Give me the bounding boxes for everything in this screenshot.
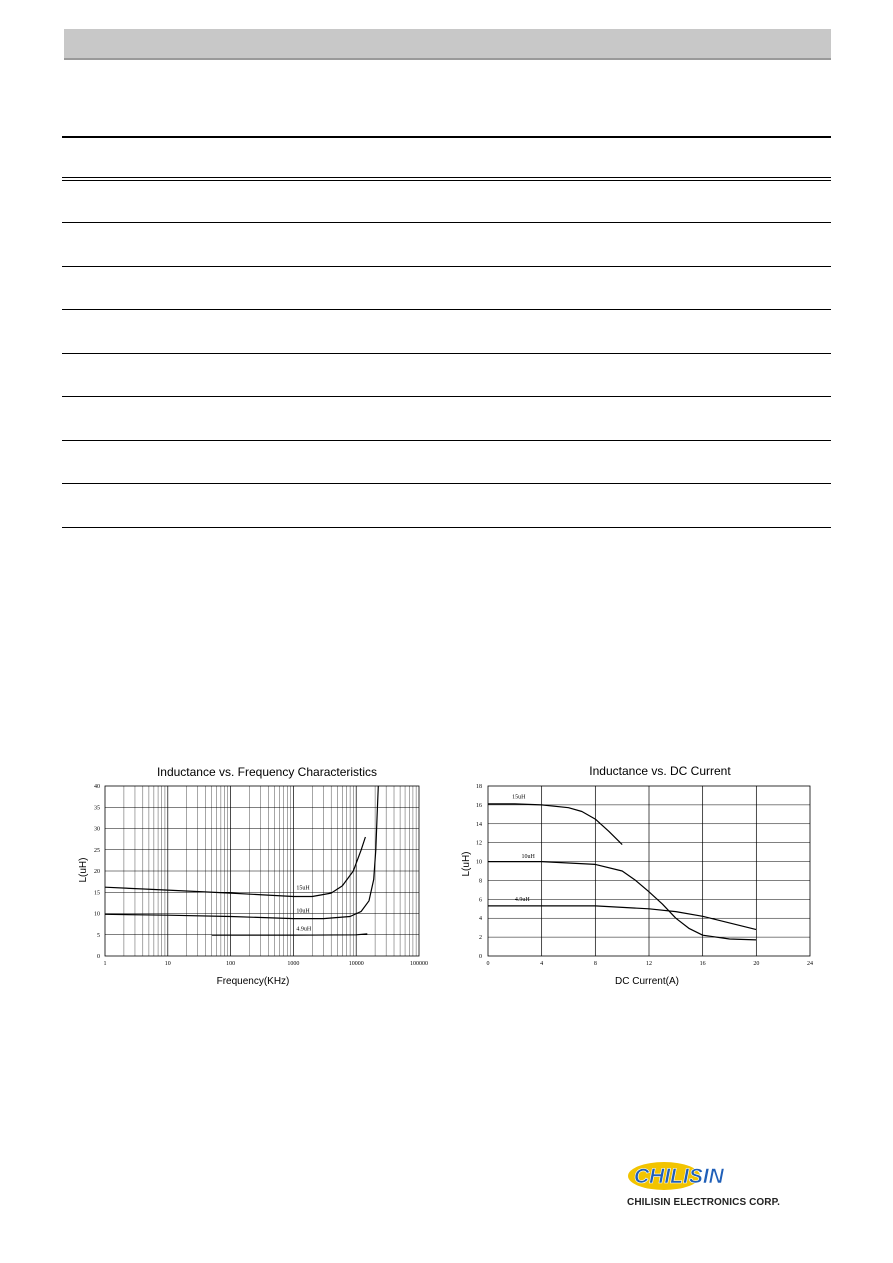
y-tick-label: 8: [479, 878, 482, 885]
x-tick-label: 1: [103, 961, 107, 967]
x-tick-label: 10: [164, 961, 171, 967]
chart-inductance-vs-dc-current: [461, 760, 830, 992]
table-rule: [62, 177, 831, 178]
table-rule: [62, 309, 831, 310]
chart-inductance-vs-frequency: [70, 760, 450, 992]
y-tick-label: 14: [476, 821, 482, 828]
series-label: 10uH: [521, 853, 535, 860]
y-tick-label: 40: [94, 784, 100, 790]
logo-wordmark: CHILISIN: [634, 1165, 724, 1188]
y-tick-label: 2: [479, 935, 482, 942]
y-tick-label: 35: [94, 805, 100, 812]
company-name: CHILISIN ELECTRONICS CORP.: [627, 1197, 780, 1208]
table-rule: [62, 483, 831, 484]
table-rule-top: [62, 136, 831, 138]
y-axis-label: L(uH): [78, 857, 89, 883]
x-axis-label: DC Current(A): [615, 976, 679, 987]
y-axis-label: L(uH): [461, 851, 472, 877]
y-tick-label: 15: [94, 890, 100, 897]
chart-1-svg: [70, 760, 450, 992]
y-tick-label: 18: [476, 784, 482, 790]
x-tick-label: 0: [486, 961, 490, 967]
x-tick-label: 10000: [348, 961, 364, 967]
header-bar: [64, 29, 831, 60]
table-rule: [62, 440, 831, 441]
x-tick-label: 1000: [287, 961, 300, 967]
y-tick-label: 4: [479, 916, 482, 923]
y-tick-label: 20: [94, 869, 100, 875]
y-tick-label: 25: [94, 847, 100, 854]
x-tick-label: 20: [753, 961, 760, 967]
y-tick-label: 10: [94, 911, 100, 918]
x-tick-label: 100000: [410, 961, 428, 967]
series-line: [488, 906, 756, 930]
y-tick-label: 6: [479, 897, 482, 904]
logo-graphic: [626, 1152, 826, 1194]
x-tick-label: 24: [807, 961, 813, 967]
table-rule: [62, 353, 831, 354]
table-rule: [62, 222, 831, 223]
series-label: 15uH: [512, 794, 526, 801]
y-tick-label: 12: [476, 840, 482, 847]
x-tick-label: 8: [593, 961, 597, 967]
table-rule-bottom: [62, 527, 831, 528]
series-label: 15uH: [296, 885, 310, 892]
y-tick-label: 10: [476, 859, 482, 866]
series-label: 4.9uH: [296, 926, 312, 933]
chart-2-svg: [461, 760, 830, 992]
series-label: 4.9uH: [514, 897, 530, 904]
x-tick-label: 12: [646, 961, 652, 967]
table-rule: [62, 266, 831, 267]
x-tick-label: 100: [226, 961, 236, 967]
y-tick-label: 0: [97, 954, 100, 960]
table-rule: [62, 396, 831, 397]
series-line: [488, 804, 622, 845]
y-tick-label: 0: [479, 954, 482, 960]
chart-title: Inductance vs. DC Current: [589, 764, 731, 778]
series-line: [105, 837, 365, 897]
x-tick-label: 16: [699, 961, 706, 967]
y-tick-label: 30: [94, 826, 100, 833]
y-tick-label: 16: [476, 802, 482, 809]
series-label: 10uH: [296, 908, 310, 915]
x-tick-label: 4: [540, 961, 544, 967]
y-tick-label: 5: [97, 932, 100, 939]
table-rule: [62, 180, 831, 181]
x-axis-label: Frequency(KHz): [216, 976, 290, 987]
chart-title: Inductance vs. Frequency Characteristics: [156, 765, 378, 779]
